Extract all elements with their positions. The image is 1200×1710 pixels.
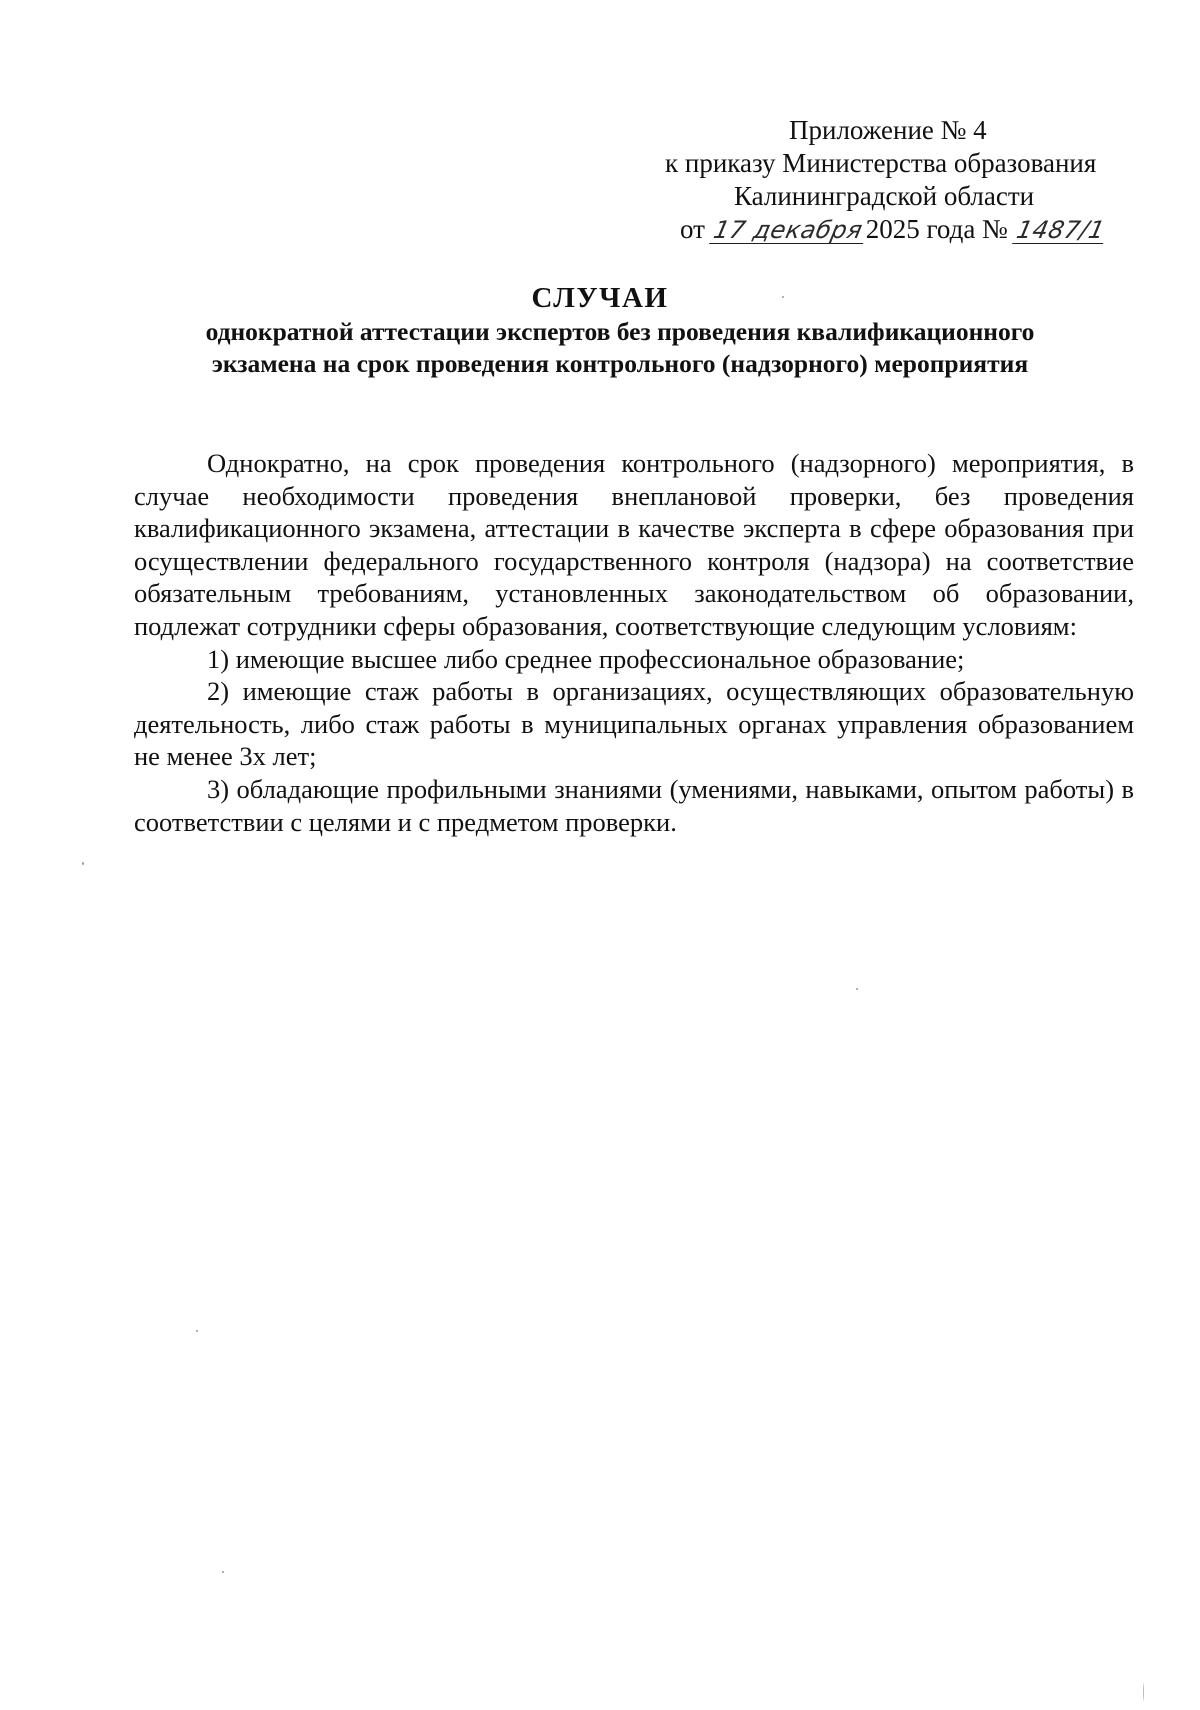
year-text: 2025 года №: [865, 214, 1008, 244]
condition-item-2: 2) имеющие стаж работы в организациях, осуществляющих образовательную деятельность, либо стаж работы в муниципальных органах управления образованием не менее 3х лет;: [134, 676, 1134, 772]
condition-item-3: 3) обладающие профильными знаниями (умениями, навыками, опытом работы) в соответствии с целями и с предметом проверки.: [134, 773, 1134, 837]
order-date-line: [680, 213, 1106, 246]
handwritten-date: 17 декабря: [709, 217, 869, 244]
scan-speck: [222, 1571, 224, 1573]
order-reference: к приказу Министерства образования: [665, 148, 1097, 178]
region-name: Калининградской области: [734, 181, 1035, 211]
document-subtitle: [140, 316, 1100, 380]
document-title: СЛУЧАИ: [531, 282, 669, 314]
document-body: [134, 447, 1134, 838]
scan-speck: [1143, 1683, 1144, 1701]
scan-speck: [196, 1330, 198, 1332]
scan-speck: [856, 988, 858, 990]
date-prefix: от: [680, 214, 705, 244]
subtitle-line-1: однократной аттестации экспертов без проведения квалификационного: [205, 317, 1035, 346]
handwritten-order-number: 1487/1: [1013, 216, 1108, 244]
appendix-number: Приложение № 4: [789, 115, 987, 145]
intro-paragraph: Однократно, на срок проведения контрольного (надзорного) мероприятия, в случае необходимости проведения внеплановой проверки, без проведения квалификационного экзамена, аттестации в качестве эксперта в сфере образования при осуществлении федерального государственного контроля (надзора) на соответствие обязательным требованиям, установленных законодательством об образовании, подлежат сотрудники сферы образования, соответствующие следующим условиям:: [134, 448, 1134, 641]
scan-speck: [82, 862, 84, 865]
condition-item-1: 1) имеющие высшее либо среднее профессиональное образование;: [207, 643, 965, 674]
subtitle-line-2: экзамена на срок проведения контрольного (надзорного) мероприятия: [211, 349, 1029, 378]
scan-speck: [782, 296, 784, 298]
